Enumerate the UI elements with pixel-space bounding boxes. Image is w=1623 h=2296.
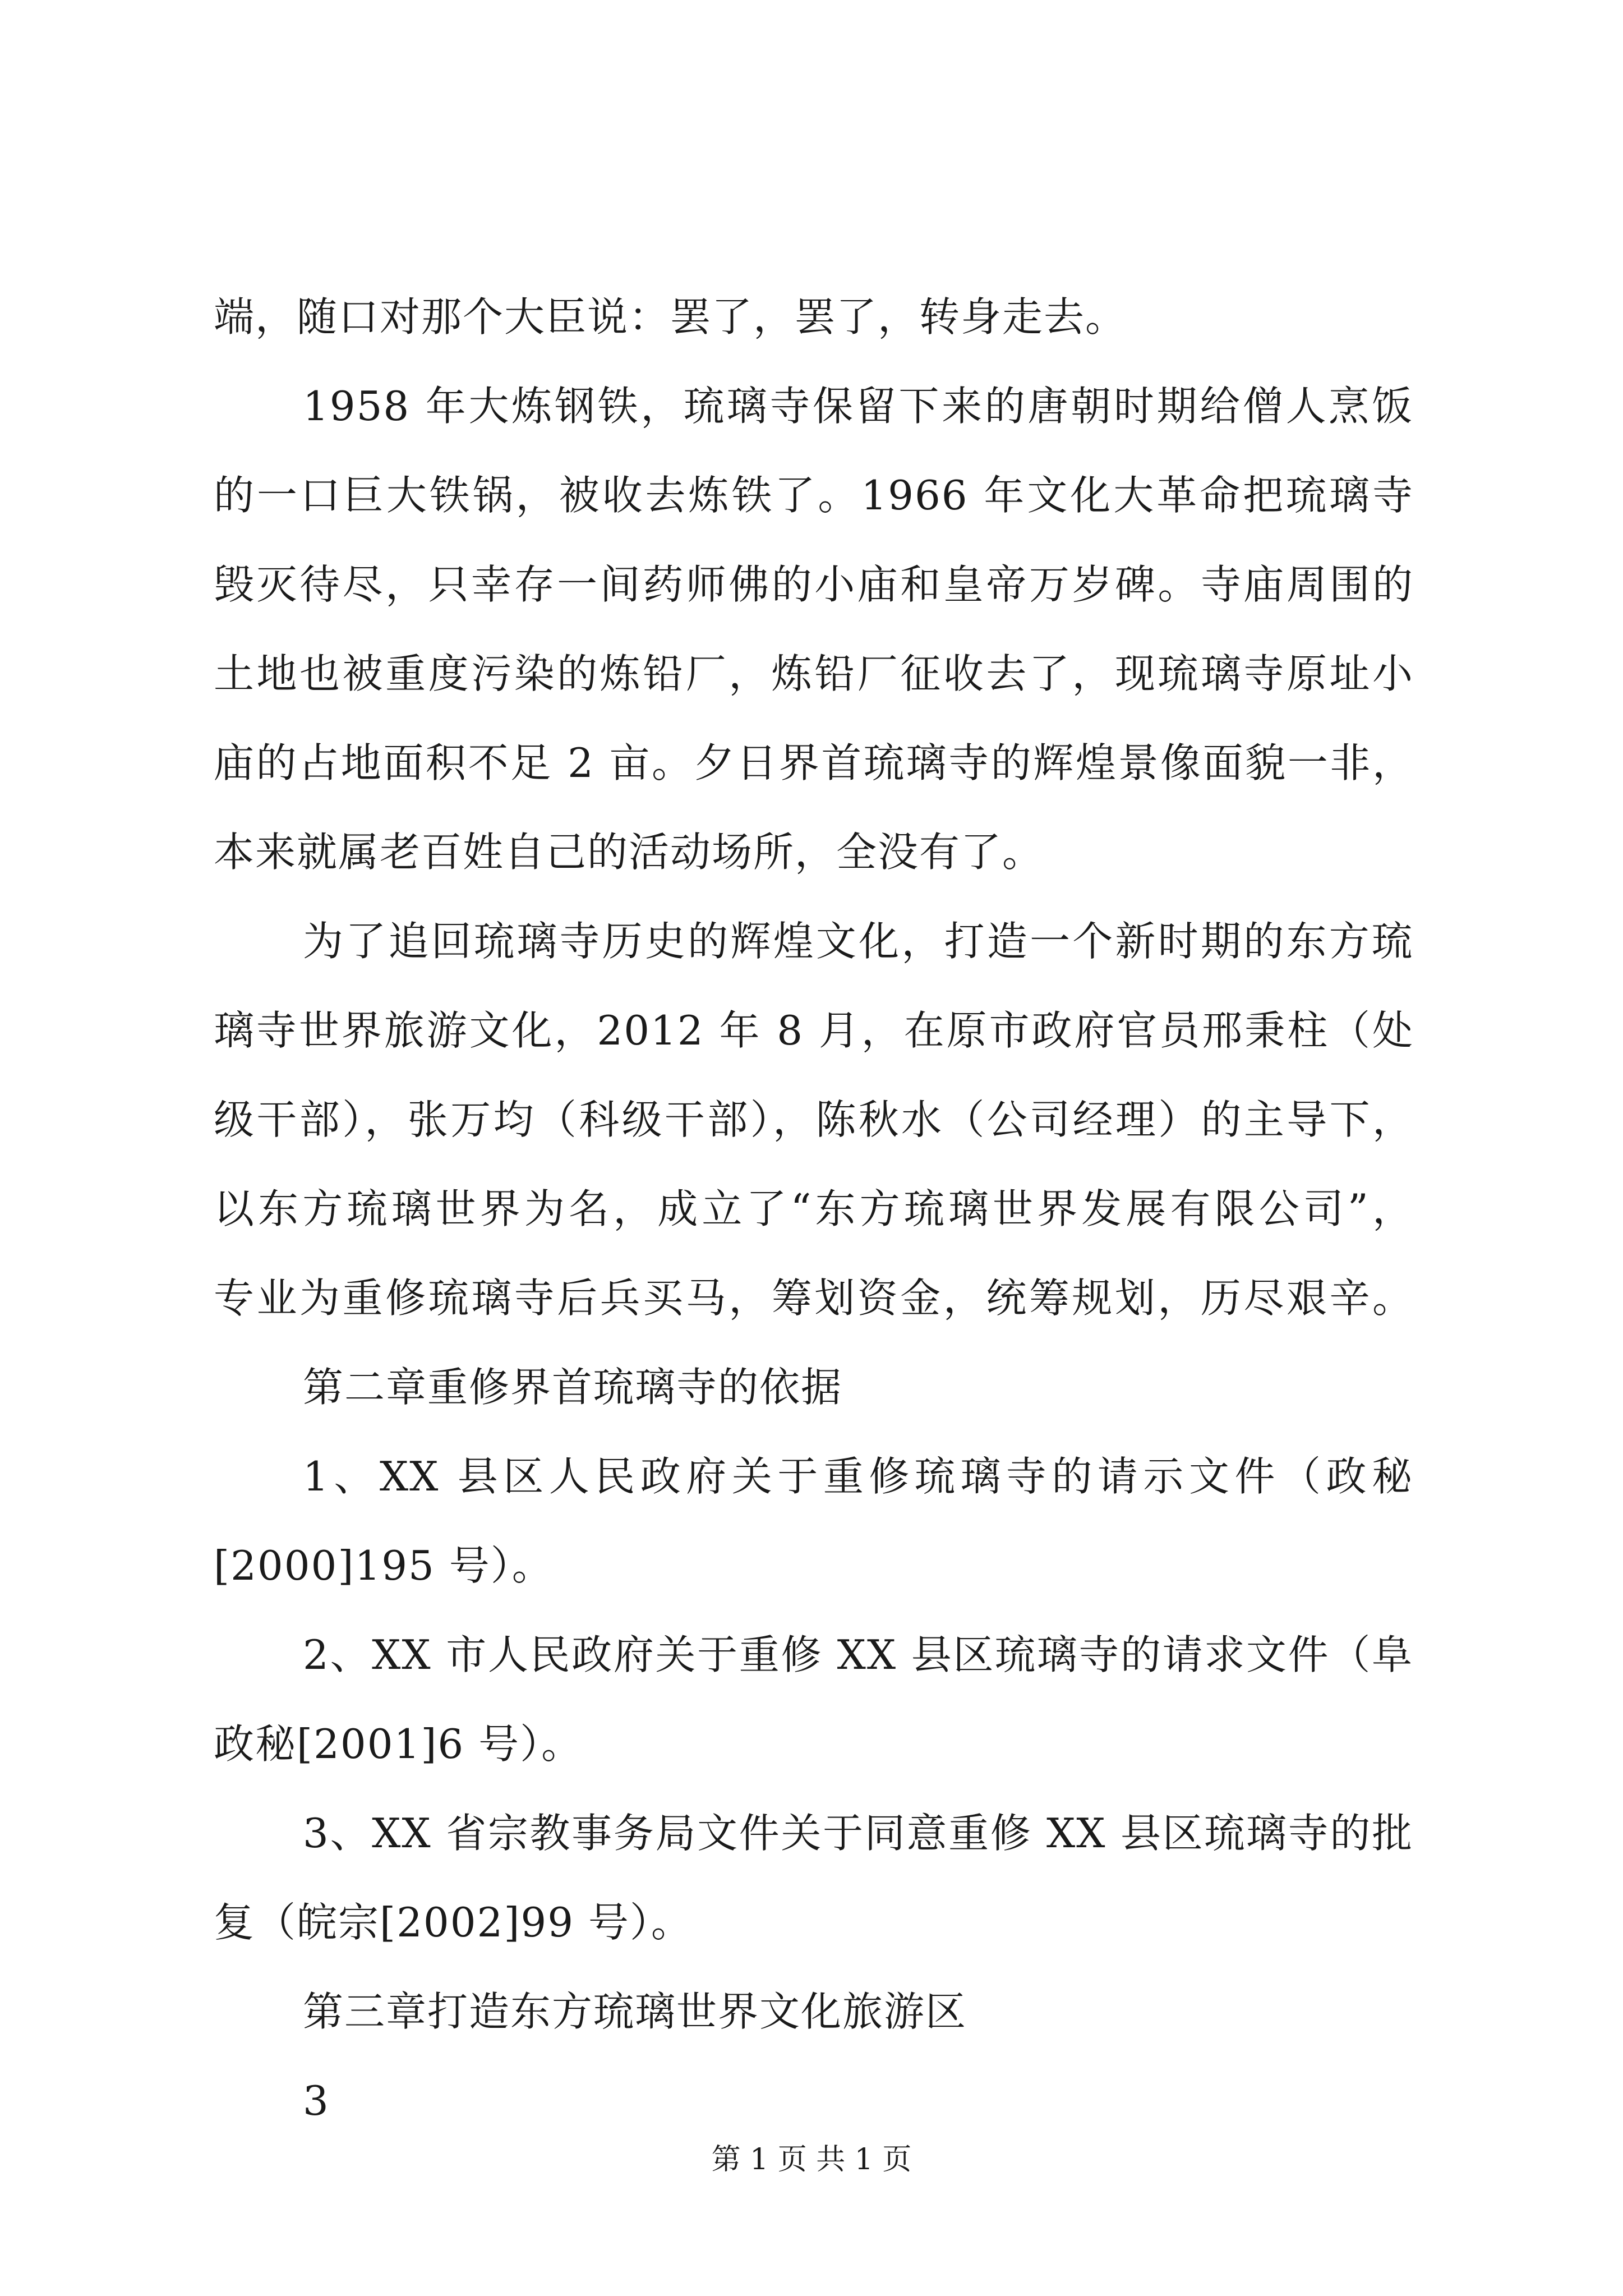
list-item-continuation: 政秘[2001]6 号）。 [214,1720,583,1768]
text-line: 3 [303,2077,330,2124]
paragraph-first-line: 为了追回琉璃寺历史的辉煌文化，打造一个新时期的东方琉 [303,918,1413,965]
text-line: 毁灭待尽，只幸存一间药师佛的小庙和皇帝万岁碑。寺庙周围的 [214,561,1414,608]
list-item-first-line: 1、XX 县区人民政府关于重修琉璃寺的请示文件（政秘 [303,1453,1413,1500]
text-line: 土地也被重度污染的炼铅厂，炼铅厂征收去了，现琉璃寺原址小 [214,650,1414,697]
text-line: 璃寺世界旅游文化，2012 年 8 月，在原市政府官员邢秉柱（处 [214,1007,1414,1054]
text-line: 的一口巨大铁锅，被收去炼铁了。1966 年文化大革命把琉璃寺 [214,472,1414,519]
text-line: 专业为重修琉璃寺后兵买马，筹划资金，统筹规划，历尽艰辛。 [214,1274,1414,1322]
list-item-continuation: 复（皖宗[2002]99 号）。 [214,1899,693,1946]
text-line: 端，随口对那个大臣说：罢了，罢了，转身走去。 [214,293,1127,341]
chapter-heading: 第二章重修界首琉璃寺的依据 [303,1364,843,1411]
list-item-first-line: 3、XX 省宗教事务局文件关于同意重修 XX 县区琉璃寺的批 [303,1810,1413,1857]
text-line: 以东方琉璃世界为名，成立了“东方琉璃世界发展有限公司”， [214,1185,1414,1232]
text-line: 级干部），张万均（科级干部），陈秋水（公司经理）的主导下， [214,1096,1414,1143]
text-line: 本来就属老百姓自己的活动场所，全没有了。 [214,829,1044,876]
text-line: 庙的占地面积不足 2 亩。夕日界首琉璃寺的辉煌景像面貌一非， [214,739,1414,786]
paragraph-first-line: 1958 年大炼钢铁，琉璃寺保留下来的唐朝时期给僧人烹饭 [303,383,1413,430]
chapter-heading: 第三章打造东方琉璃世界文化旅游区 [303,1988,967,2035]
list-item-first-line: 2、XX 市人民政府关于重修 XX 县区琉璃寺的请求文件（阜 [303,1631,1413,1678]
page-footer: 第 1 页 共 1 页 [711,2143,912,2177]
list-item-continuation: [2000]195 号）。 [214,1542,554,1589]
